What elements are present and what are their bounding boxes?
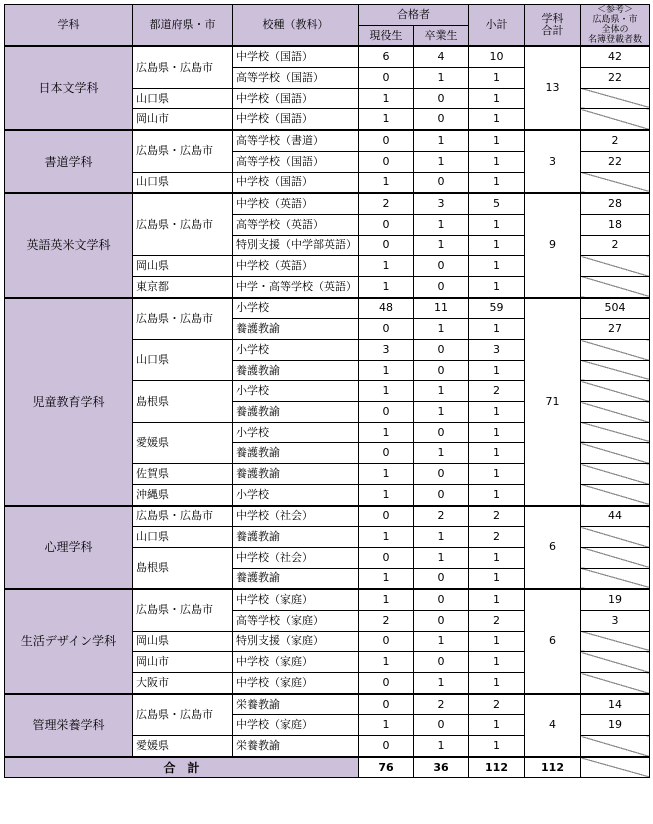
graduate-count-cell: 1 [414,402,469,423]
graduate-count-cell: 0 [414,340,469,361]
school-type-cell: 小学校 [233,340,359,361]
reference-empty-cell [581,109,650,130]
current-count-cell: 2 [359,193,414,214]
reference-count-cell: 2 [581,130,650,151]
graduate-count-cell: 1 [414,547,469,568]
subtotal-cell: 1 [469,319,525,340]
header-subtotal: 小計 [469,5,525,47]
school-type-cell: 中学校（社会） [233,547,359,568]
prefecture-cell: 岡山県 [133,256,233,277]
header-ref-line4: 名簿登載者数 [587,35,642,46]
subtotal-cell: 1 [469,736,525,757]
graduate-count-cell: 0 [414,610,469,631]
school-type-cell: 養護教諭 [233,443,359,464]
total-subtotal: 112 [469,757,525,778]
graduate-count-cell: 4 [414,46,469,67]
header-dept-total-line2: 合計 [541,24,564,38]
prefecture-cell: 岡山県 [133,631,233,652]
subtotal-cell: 1 [469,256,525,277]
department-total-cell: 4 [525,694,581,757]
reference-count-cell: 18 [581,214,650,235]
reference-count-cell: 14 [581,694,650,715]
graduate-count-cell: 0 [414,422,469,443]
school-type-cell: 養護教諭 [233,464,359,485]
graduate-count-cell: 0 [414,568,469,589]
subtotal-cell: 1 [469,443,525,464]
current-count-cell: 0 [359,443,414,464]
prefecture-cell: 岡山市 [133,652,233,673]
prefecture-cell: 岡山市 [133,109,233,130]
department-name: 生活デザイン学科 [5,589,133,693]
current-count-cell: 1 [359,652,414,673]
current-count-cell: 0 [359,214,414,235]
reference-count-cell: 28 [581,193,650,214]
subtotal-cell: 2 [469,381,525,402]
department-name: 心理学科 [5,506,133,590]
graduate-count-cell: 1 [414,130,469,151]
subtotal-cell: 1 [469,151,525,172]
subtotal-cell: 3 [469,340,525,361]
school-type-cell: 栄養教諭 [233,736,359,757]
school-type-cell: 中学・高等学校（英語） [233,276,359,297]
subtotal-cell: 5 [469,193,525,214]
reference-empty-cell [581,276,650,297]
graduate-count-cell: 1 [414,381,469,402]
current-count-cell: 1 [359,381,414,402]
subtotal-cell: 1 [469,422,525,443]
prefecture-cell: 山口県 [133,527,233,548]
header-current: 現役生 [359,25,414,46]
prefecture-cell: 島根県 [133,381,233,422]
total-row [5,757,650,778]
current-count-cell: 0 [359,402,414,423]
school-type-cell: 高等学校（書道） [233,130,359,151]
school-type-cell: 中学校（家庭） [233,673,359,694]
reference-empty-cell [581,568,650,589]
current-count-cell: 0 [359,235,414,256]
table-row [5,694,650,715]
prefecture-cell: 広島県・広島市 [133,193,233,256]
school-type-cell: 中学校（社会） [233,506,359,527]
subtotal-cell: 1 [469,88,525,109]
reference-empty-cell [581,443,650,464]
header-school: 校種（教科） [233,5,359,47]
total-label: 合 計 [5,757,359,778]
department-total-cell: 6 [525,506,581,590]
current-count-cell: 1 [359,256,414,277]
subtotal-cell: 1 [469,464,525,485]
subtotal-cell: 1 [469,484,525,505]
current-count-cell: 2 [359,610,414,631]
subtotal-cell: 2 [469,527,525,548]
current-count-cell: 1 [359,484,414,505]
school-type-cell: 小学校 [233,422,359,443]
table-row [5,298,650,319]
subtotal-cell: 1 [469,235,525,256]
graduate-count-cell: 1 [414,673,469,694]
prefecture-cell: 山口県 [133,340,233,381]
reference-empty-cell [581,88,650,109]
reference-empty-cell [581,547,650,568]
department-name: 管理栄養学科 [5,694,133,757]
current-count-cell: 1 [359,109,414,130]
prefecture-cell: 広島県・広島市 [133,130,233,172]
reference-empty-cell [581,381,650,402]
header-dept-total [525,5,581,47]
school-type-cell: 小学校 [233,298,359,319]
header-ref-line1: ＜参考＞ [596,5,633,16]
prefecture-cell: 広島県・広島市 [133,589,233,631]
school-type-cell: 中学校（国語） [233,88,359,109]
total-current: 76 [359,757,414,778]
current-count-cell: 0 [359,694,414,715]
graduate-count-cell: 1 [414,527,469,548]
graduate-count-cell: 3 [414,193,469,214]
reference-count-cell: 27 [581,319,650,340]
current-count-cell: 3 [359,340,414,361]
graduate-count-cell: 1 [414,214,469,235]
department-name: 英語英米文学科 [5,193,133,297]
current-count-cell: 1 [359,589,414,610]
school-type-cell: 中学校（国語） [233,172,359,193]
school-type-cell: 高等学校（国語） [233,151,359,172]
current-count-cell: 1 [359,88,414,109]
school-type-cell: 養護教諭 [233,527,359,548]
graduate-count-cell: 0 [414,276,469,297]
total-dept: 112 [525,757,581,778]
prefecture-cell: 広島県・広島市 [133,694,233,736]
subtotal-cell: 1 [469,631,525,652]
prefecture-cell: 広島県・広島市 [133,506,233,527]
current-count-cell: 0 [359,736,414,757]
graduate-count-cell: 1 [414,319,469,340]
reference-empty-cell [581,527,650,548]
header-ref-line3: 全体の [601,25,629,36]
current-count-cell: 1 [359,360,414,381]
reference-count-cell: 19 [581,715,650,736]
prefecture-cell: 広島県・広島市 [133,298,233,340]
subtotal-cell: 2 [469,610,525,631]
current-count-cell: 6 [359,46,414,67]
subtotal-cell: 1 [469,68,525,89]
subtotal-cell: 1 [469,109,525,130]
prefecture-cell: 広島県・広島市 [133,46,233,88]
current-count-cell: 0 [359,130,414,151]
department-name: 書道学科 [5,130,133,193]
current-count-cell: 0 [359,151,414,172]
school-type-cell: 中学校（家庭） [233,589,359,610]
current-count-cell: 0 [359,506,414,527]
subtotal-cell: 1 [469,214,525,235]
reference-count-cell: 22 [581,68,650,89]
current-count-cell: 1 [359,422,414,443]
table-row [5,130,650,151]
reference-empty-cell [581,340,650,361]
header-row-1 [5,5,650,26]
current-count-cell: 48 [359,298,414,319]
school-type-cell: 中学校（家庭） [233,652,359,673]
school-type-cell: 養護教諭 [233,360,359,381]
reference-empty-cell [581,422,650,443]
header-ref-line2: 広島県・市 [592,15,638,26]
school-type-cell: 高等学校（家庭） [233,610,359,631]
department-name: 日本文学科 [5,46,133,130]
subtotal-cell: 2 [469,506,525,527]
subtotal-cell: 1 [469,547,525,568]
graduate-count-cell: 2 [414,506,469,527]
department-name: 児童教育学科 [5,298,133,506]
school-type-cell: 小学校 [233,381,359,402]
header-dept-total-line1: 学科 [541,12,564,26]
subtotal-cell: 1 [469,652,525,673]
school-type-cell: 特別支援（中学部英語） [233,235,359,256]
table-row [5,589,650,610]
graduate-count-cell: 1 [414,443,469,464]
current-count-cell: 1 [359,527,414,548]
prefecture-cell: 東京都 [133,276,233,297]
graduate-count-cell: 0 [414,484,469,505]
subtotal-cell: 1 [469,589,525,610]
header-reference [581,5,650,47]
header-dept: 学科 [5,5,133,47]
reference-count-cell: 504 [581,298,650,319]
total-reference-empty [581,757,650,778]
current-count-cell: 0 [359,673,414,694]
prefecture-cell: 島根県 [133,547,233,589]
reference-empty-cell [581,673,650,694]
department-total-cell: 6 [525,589,581,693]
reference-count-cell: 22 [581,151,650,172]
subtotal-cell: 1 [469,568,525,589]
subtotal-cell: 1 [469,130,525,151]
current-count-cell: 1 [359,276,414,297]
header-pref: 都道府県・市 [133,5,233,47]
total-graduate: 36 [414,757,469,778]
prefecture-cell: 佐賀県 [133,464,233,485]
graduate-count-cell: 0 [414,88,469,109]
subtotal-cell: 1 [469,360,525,381]
graduate-count-cell: 1 [414,631,469,652]
reference-empty-cell [581,736,650,757]
school-type-cell: 養護教諭 [233,402,359,423]
reference-count-cell: 42 [581,46,650,67]
graduate-count-cell: 11 [414,298,469,319]
table-row [5,506,650,527]
school-type-cell: 小学校 [233,484,359,505]
school-type-cell: 養護教諭 [233,319,359,340]
school-type-cell: 養護教諭 [233,568,359,589]
graduate-count-cell: 0 [414,589,469,610]
reference-empty-cell [581,484,650,505]
reference-empty-cell [581,464,650,485]
prefecture-cell: 愛媛県 [133,736,233,757]
reference-count-cell: 19 [581,589,650,610]
department-total-cell: 13 [525,46,581,130]
current-count-cell: 1 [359,715,414,736]
subtotal-cell: 1 [469,402,525,423]
reference-count-cell: 3 [581,610,650,631]
current-count-cell: 0 [359,319,414,340]
header-passers: 合格者 [359,5,469,26]
subtotal-cell: 59 [469,298,525,319]
reference-empty-cell [581,256,650,277]
current-count-cell: 1 [359,568,414,589]
subtotal-cell: 1 [469,276,525,297]
subtotal-cell: 10 [469,46,525,67]
graduate-count-cell: 0 [414,256,469,277]
school-type-cell: 中学校（英語） [233,256,359,277]
school-type-cell: 中学校（国語） [233,46,359,67]
graduate-count-cell: 2 [414,694,469,715]
graduate-count-cell: 0 [414,172,469,193]
results-table [4,4,650,778]
current-count-cell: 1 [359,464,414,485]
reference-empty-cell [581,360,650,381]
subtotal-cell: 1 [469,673,525,694]
current-count-cell: 0 [359,68,414,89]
prefecture-cell: 大阪市 [133,673,233,694]
graduate-count-cell: 1 [414,68,469,89]
current-count-cell: 0 [359,631,414,652]
subtotal-cell: 1 [469,172,525,193]
reference-empty-cell [581,631,650,652]
graduate-count-cell: 1 [414,736,469,757]
current-count-cell: 0 [359,547,414,568]
current-count-cell: 1 [359,172,414,193]
table-row [5,46,650,67]
prefecture-cell: 沖縄県 [133,484,233,505]
school-type-cell: 高等学校（国語） [233,68,359,89]
reference-count-cell: 44 [581,506,650,527]
school-type-cell: 中学校（英語） [233,193,359,214]
prefecture-cell: 山口県 [133,172,233,193]
school-type-cell: 中学校（国語） [233,109,359,130]
reference-empty-cell [581,652,650,673]
subtotal-cell: 2 [469,694,525,715]
graduate-count-cell: 1 [414,235,469,256]
reference-count-cell: 2 [581,235,650,256]
prefecture-cell: 山口県 [133,88,233,109]
school-type-cell: 中学校（家庭） [233,715,359,736]
graduate-count-cell: 0 [414,464,469,485]
department-total-cell: 9 [525,193,581,297]
reference-empty-cell [581,172,650,193]
graduate-count-cell: 0 [414,109,469,130]
graduate-count-cell: 0 [414,360,469,381]
graduate-count-cell: 0 [414,715,469,736]
subtotal-cell: 1 [469,715,525,736]
school-type-cell: 高等学校（英語） [233,214,359,235]
header-graduate: 卒業生 [414,25,469,46]
graduate-count-cell: 0 [414,652,469,673]
school-type-cell: 栄養教諭 [233,694,359,715]
department-total-cell: 71 [525,298,581,506]
department-total-cell: 3 [525,130,581,193]
reference-empty-cell [581,402,650,423]
prefecture-cell: 愛媛県 [133,422,233,463]
school-type-cell: 特別支援（家庭） [233,631,359,652]
graduate-count-cell: 1 [414,151,469,172]
table-row [5,193,650,214]
